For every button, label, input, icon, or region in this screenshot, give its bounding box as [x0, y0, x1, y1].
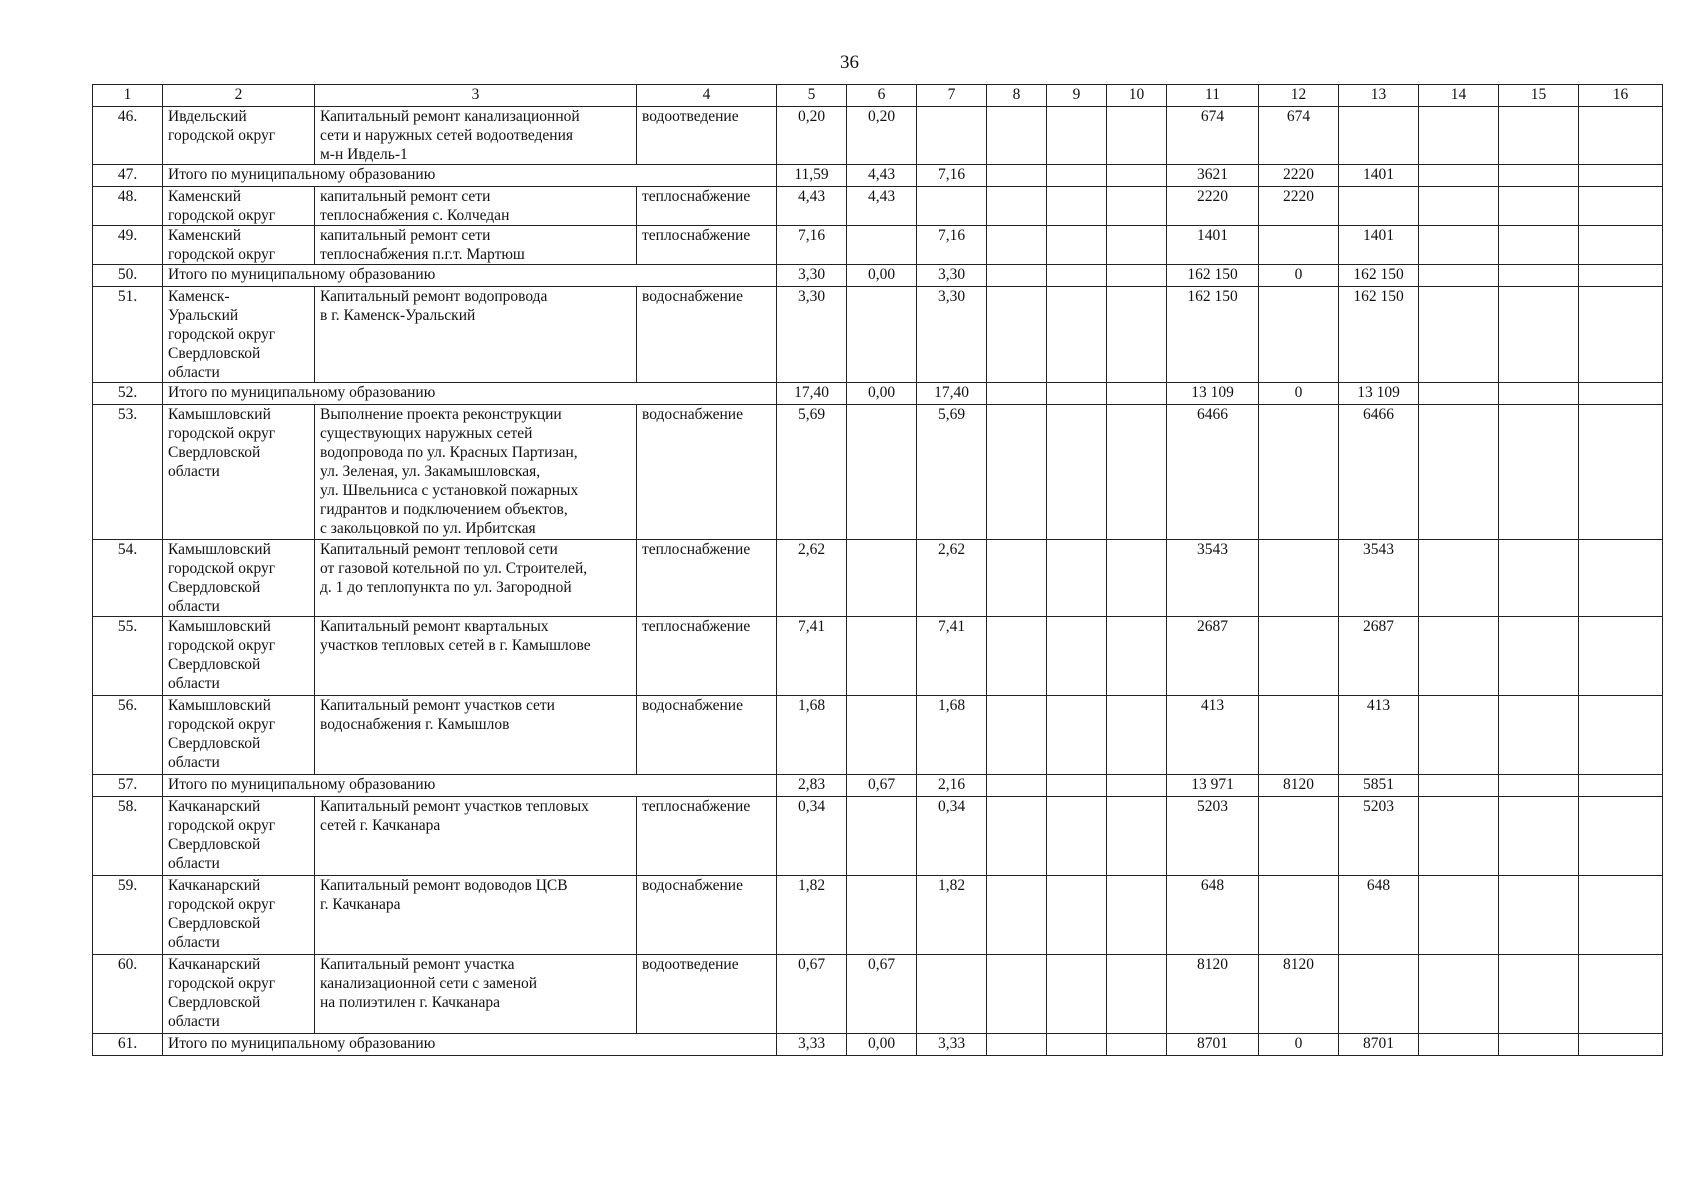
row-number-cell: 54. — [93, 540, 163, 617]
value-cell-col-6: 0,67 — [847, 955, 917, 1034]
municipality-cell: Каменский городской округ — [163, 187, 315, 226]
value-cell-col-9 — [1047, 287, 1107, 383]
value-cell-col-10 — [1107, 107, 1167, 165]
value-cell-col-7: 2,62 — [917, 540, 987, 617]
value-cell-col-10 — [1107, 265, 1167, 287]
value-cell-col-16 — [1579, 187, 1663, 226]
category-cell: водоотведение — [637, 107, 777, 165]
value-cell-col-6: 0,00 — [847, 383, 917, 405]
value-cell-col-5: 2,83 — [777, 775, 847, 797]
value-cell-col-16 — [1579, 617, 1663, 696]
value-cell-col-7: 5,69 — [917, 405, 987, 540]
value-cell-col-13: 13 109 — [1339, 383, 1419, 405]
value-cell-col-8 — [987, 797, 1047, 876]
value-cell-col-15 — [1499, 876, 1579, 955]
value-cell-col-7: 0,34 — [917, 797, 987, 876]
value-cell-col-14 — [1419, 165, 1499, 187]
value-cell-col-5: 0,20 — [777, 107, 847, 165]
value-cell-col-6: 0,00 — [847, 265, 917, 287]
value-cell-col-9 — [1047, 165, 1107, 187]
value-cell-col-6 — [847, 797, 917, 876]
row-number-cell: 46. — [93, 107, 163, 165]
value-cell-col-7: 1,82 — [917, 876, 987, 955]
value-cell-col-8 — [987, 1034, 1047, 1056]
value-cell-col-13: 1401 — [1339, 165, 1419, 187]
value-cell-col-14 — [1419, 383, 1499, 405]
value-cell-col-11: 13 109 — [1167, 383, 1259, 405]
value-cell-col-6: 0,00 — [847, 1034, 917, 1056]
work-description-cell: Капитальный ремонт участков тепловых сетей г. Качканара — [315, 797, 637, 876]
column-number-header: 13 — [1339, 85, 1419, 107]
row-number-cell: 50. — [93, 265, 163, 287]
value-cell-col-14 — [1419, 405, 1499, 540]
work-description-cell: Капитальный ремонт участков сети водоснабжения г. Камышлов — [315, 696, 637, 775]
table-row — [93, 797, 1663, 876]
value-cell-col-12 — [1259, 617, 1339, 696]
value-cell-col-8 — [987, 226, 1047, 265]
value-cell-col-12 — [1259, 287, 1339, 383]
value-cell-col-11: 162 150 — [1167, 265, 1259, 287]
value-cell-col-11: 3543 — [1167, 540, 1259, 617]
column-number-header: 11 — [1167, 85, 1259, 107]
row-number-cell: 61. — [93, 1034, 163, 1056]
value-cell-col-13 — [1339, 107, 1419, 165]
value-cell-col-13: 6466 — [1339, 405, 1419, 540]
value-cell-col-7 — [917, 107, 987, 165]
value-cell-col-16 — [1579, 405, 1663, 540]
value-cell-col-10 — [1107, 165, 1167, 187]
value-cell-col-8 — [987, 876, 1047, 955]
value-cell-col-5: 7,41 — [777, 617, 847, 696]
table-row — [93, 187, 1663, 226]
value-cell-col-15 — [1499, 405, 1579, 540]
total-label-cell: Итого по муниципальному образованию — [163, 775, 777, 797]
value-cell-col-12: 2220 — [1259, 165, 1339, 187]
value-cell-col-9 — [1047, 226, 1107, 265]
value-cell-col-10 — [1107, 405, 1167, 540]
value-cell-col-14 — [1419, 696, 1499, 775]
table-row — [93, 696, 1663, 775]
value-cell-col-5: 0,67 — [777, 955, 847, 1034]
table-row — [93, 540, 1663, 617]
value-cell-col-8 — [987, 617, 1047, 696]
column-number-header: 10 — [1107, 85, 1167, 107]
value-cell-col-12: 0 — [1259, 383, 1339, 405]
value-cell-col-12 — [1259, 696, 1339, 775]
municipality-cell: Качканарский городской округ Свердловской области — [163, 797, 315, 876]
value-cell-col-12: 8120 — [1259, 775, 1339, 797]
value-cell-col-10 — [1107, 775, 1167, 797]
value-cell-col-6: 0,20 — [847, 107, 917, 165]
value-cell-col-5: 2,62 — [777, 540, 847, 617]
value-cell-col-6 — [847, 876, 917, 955]
value-cell-col-16 — [1579, 107, 1663, 165]
value-cell-col-11: 674 — [1167, 107, 1259, 165]
value-cell-col-15 — [1499, 1034, 1579, 1056]
value-cell-col-7 — [917, 955, 987, 1034]
value-cell-col-6 — [847, 540, 917, 617]
category-cell: теплоснабжение — [637, 797, 777, 876]
value-cell-col-12 — [1259, 876, 1339, 955]
value-cell-col-12 — [1259, 405, 1339, 540]
value-cell-col-5: 3,30 — [777, 265, 847, 287]
column-number-header: 8 — [987, 85, 1047, 107]
value-cell-col-9 — [1047, 797, 1107, 876]
category-cell: теплоснабжение — [637, 540, 777, 617]
value-cell-col-16 — [1579, 955, 1663, 1034]
value-cell-col-12: 0 — [1259, 1034, 1339, 1056]
value-cell-col-5: 3,30 — [777, 287, 847, 383]
value-cell-col-15 — [1499, 287, 1579, 383]
value-cell-col-6: 4,43 — [847, 187, 917, 226]
value-cell-col-12: 674 — [1259, 107, 1339, 165]
value-cell-col-6: 0,67 — [847, 775, 917, 797]
value-cell-col-8 — [987, 265, 1047, 287]
value-cell-col-13: 162 150 — [1339, 265, 1419, 287]
category-cell: теплоснабжение — [637, 226, 777, 265]
table-row — [93, 617, 1663, 696]
column-number-header: 9 — [1047, 85, 1107, 107]
value-cell-col-13: 8701 — [1339, 1034, 1419, 1056]
value-cell-col-14 — [1419, 540, 1499, 617]
value-cell-col-10 — [1107, 955, 1167, 1034]
municipality-cell: Камышловский городской округ Свердловской области — [163, 405, 315, 540]
total-label-cell: Итого по муниципальному образованию — [163, 265, 777, 287]
value-cell-col-16 — [1579, 876, 1663, 955]
work-description-cell: Капитальный ремонт квартальных участков тепловых сетей в г. Камышлове — [315, 617, 637, 696]
column-number-header: 16 — [1579, 85, 1663, 107]
value-cell-col-10 — [1107, 1034, 1167, 1056]
value-cell-col-9 — [1047, 617, 1107, 696]
value-cell-col-7: 3,30 — [917, 265, 987, 287]
work-description-cell: Капитальный ремонт участка канализационной сети с заменой на полиэтилен г. Качканара — [315, 955, 637, 1034]
value-cell-col-5: 11,59 — [777, 165, 847, 187]
value-cell-col-12: 0 — [1259, 265, 1339, 287]
row-number-cell: 57. — [93, 775, 163, 797]
value-cell-col-14 — [1419, 265, 1499, 287]
value-cell-col-6: 4,43 — [847, 165, 917, 187]
value-cell-col-16 — [1579, 696, 1663, 775]
column-number-header: 6 — [847, 85, 917, 107]
value-cell-col-8 — [987, 955, 1047, 1034]
category-cell: теплоснабжение — [637, 617, 777, 696]
value-cell-col-8 — [987, 775, 1047, 797]
work-description-cell: Выполнение проекта реконструкции существующих наружных сетей водопровода по ул. Красных Партизан, ул. Зеленая, ул. Закамышловская, ул. Швельниса с установкой пожарных гидрантов и подключением объектов, с закольцовкой по ул. Ирбитская — [315, 405, 637, 540]
value-cell-col-13: 3543 — [1339, 540, 1419, 617]
municipality-cell: Ивдельский городской округ — [163, 107, 315, 165]
value-cell-col-11: 648 — [1167, 876, 1259, 955]
value-cell-col-9 — [1047, 876, 1107, 955]
value-cell-col-11: 8701 — [1167, 1034, 1259, 1056]
value-cell-col-13: 1401 — [1339, 226, 1419, 265]
value-cell-col-14 — [1419, 226, 1499, 265]
value-cell-col-13: 2687 — [1339, 617, 1419, 696]
value-cell-col-11: 162 150 — [1167, 287, 1259, 383]
value-cell-col-5: 5,69 — [777, 405, 847, 540]
row-number-cell: 47. — [93, 165, 163, 187]
value-cell-col-8 — [987, 165, 1047, 187]
municipality-cell: Камышловский городской округ Свердловской области — [163, 540, 315, 617]
work-description-cell: Капитальный ремонт водоводов ЦСВ г. Качканара — [315, 876, 637, 955]
value-cell-col-8 — [987, 405, 1047, 540]
value-cell-col-15 — [1499, 187, 1579, 226]
category-cell: водоснабжение — [637, 876, 777, 955]
value-cell-col-16 — [1579, 1034, 1663, 1056]
value-cell-col-14 — [1419, 107, 1499, 165]
value-cell-col-16 — [1579, 775, 1663, 797]
value-cell-col-13: 5203 — [1339, 797, 1419, 876]
row-number-cell: 58. — [93, 797, 163, 876]
value-cell-col-12 — [1259, 226, 1339, 265]
value-cell-col-7: 2,16 — [917, 775, 987, 797]
category-cell: теплоснабжение — [637, 187, 777, 226]
column-number-header: 5 — [777, 85, 847, 107]
total-row — [93, 165, 1663, 187]
value-cell-col-15 — [1499, 797, 1579, 876]
value-cell-col-14 — [1419, 955, 1499, 1034]
value-cell-col-10 — [1107, 797, 1167, 876]
value-cell-col-15 — [1499, 617, 1579, 696]
value-cell-col-15 — [1499, 165, 1579, 187]
total-row — [93, 1034, 1663, 1056]
value-cell-col-5: 1,82 — [777, 876, 847, 955]
municipality-cell: Камышловский городской округ Свердловской области — [163, 696, 315, 775]
row-number-cell: 53. — [93, 405, 163, 540]
column-number-header: 7 — [917, 85, 987, 107]
column-number-header: 15 — [1499, 85, 1579, 107]
value-cell-col-10 — [1107, 187, 1167, 226]
value-cell-col-6 — [847, 287, 917, 383]
work-description-cell: Капитальный ремонт тепловой сети от газовой котельной по ул. Строителей, д. 1 до теплопункта по ул. Загородной — [315, 540, 637, 617]
value-cell-col-7: 7,16 — [917, 165, 987, 187]
value-cell-col-14 — [1419, 775, 1499, 797]
municipality-cell: Качканарский городской округ Свердловской области — [163, 876, 315, 955]
value-cell-col-15 — [1499, 540, 1579, 617]
value-cell-col-7: 1,68 — [917, 696, 987, 775]
value-cell-col-12: 8120 — [1259, 955, 1339, 1034]
value-cell-col-7: 17,40 — [917, 383, 987, 405]
value-cell-col-11: 413 — [1167, 696, 1259, 775]
value-cell-col-14 — [1419, 797, 1499, 876]
value-cell-col-5: 1,68 — [777, 696, 847, 775]
work-description-cell: Капитальный ремонт канализационной сети и наружных сетей водоотведения м-н Ивдель-1 — [315, 107, 637, 165]
value-cell-col-13 — [1339, 187, 1419, 226]
page-number: 36 — [840, 52, 859, 73]
value-cell-col-16 — [1579, 383, 1663, 405]
value-cell-col-14 — [1419, 876, 1499, 955]
value-cell-col-6 — [847, 405, 917, 540]
category-cell: водоснабжение — [637, 696, 777, 775]
total-row — [93, 383, 1663, 405]
value-cell-col-16 — [1579, 226, 1663, 265]
value-cell-col-15 — [1499, 226, 1579, 265]
program-table — [92, 84, 1663, 1056]
value-cell-col-11: 2220 — [1167, 187, 1259, 226]
value-cell-col-13: 648 — [1339, 876, 1419, 955]
value-cell-col-10 — [1107, 617, 1167, 696]
value-cell-col-8 — [987, 383, 1047, 405]
table-row — [93, 226, 1663, 265]
value-cell-col-15 — [1499, 696, 1579, 775]
municipality-cell: Качканарский городской округ Свердловской области — [163, 955, 315, 1034]
value-cell-col-9 — [1047, 405, 1107, 540]
value-cell-col-8 — [987, 696, 1047, 775]
value-cell-col-7: 7,41 — [917, 617, 987, 696]
value-cell-col-8 — [987, 287, 1047, 383]
category-cell: водоотведение — [637, 955, 777, 1034]
total-label-cell: Итого по муниципальному образованию — [163, 383, 777, 405]
value-cell-col-16 — [1579, 797, 1663, 876]
value-cell-col-7 — [917, 187, 987, 226]
total-label-cell: Итого по муниципальному образованию — [163, 1034, 777, 1056]
value-cell-col-10 — [1107, 696, 1167, 775]
table-row — [93, 107, 1663, 165]
value-cell-col-5: 7,16 — [777, 226, 847, 265]
value-cell-col-14 — [1419, 617, 1499, 696]
value-cell-col-10 — [1107, 876, 1167, 955]
value-cell-col-13: 162 150 — [1339, 287, 1419, 383]
municipality-cell: Камышловский городской округ Свердловской области — [163, 617, 315, 696]
value-cell-col-7: 3,30 — [917, 287, 987, 383]
value-cell-col-5: 3,33 — [777, 1034, 847, 1056]
value-cell-col-11: 13 971 — [1167, 775, 1259, 797]
value-cell-col-15 — [1499, 775, 1579, 797]
table-row — [93, 405, 1663, 540]
value-cell-col-5: 4,43 — [777, 187, 847, 226]
row-number-cell: 52. — [93, 383, 163, 405]
value-cell-col-16 — [1579, 540, 1663, 617]
table-row — [93, 876, 1663, 955]
value-cell-col-14 — [1419, 287, 1499, 383]
value-cell-col-10 — [1107, 287, 1167, 383]
column-number-header: 12 — [1259, 85, 1339, 107]
value-cell-col-9 — [1047, 775, 1107, 797]
row-number-cell: 49. — [93, 226, 163, 265]
value-cell-col-15 — [1499, 107, 1579, 165]
row-number-cell: 60. — [93, 955, 163, 1034]
total-label-cell: Итого по муниципальному образованию — [163, 165, 777, 187]
value-cell-col-11: 3621 — [1167, 165, 1259, 187]
work-description-cell: капитальный ремонт сети теплоснабжения с. Колчедан — [315, 187, 637, 226]
category-cell: водоснабжение — [637, 287, 777, 383]
column-number-header: 1 — [93, 85, 163, 107]
value-cell-col-15 — [1499, 265, 1579, 287]
value-cell-col-13: 5851 — [1339, 775, 1419, 797]
value-cell-col-6 — [847, 696, 917, 775]
column-number-header: 14 — [1419, 85, 1499, 107]
value-cell-col-9 — [1047, 187, 1107, 226]
value-cell-col-10 — [1107, 226, 1167, 265]
column-number-header: 3 — [315, 85, 637, 107]
value-cell-col-9 — [1047, 107, 1107, 165]
value-cell-col-8 — [987, 187, 1047, 226]
row-number-cell: 59. — [93, 876, 163, 955]
value-cell-col-16 — [1579, 287, 1663, 383]
value-cell-col-9 — [1047, 540, 1107, 617]
value-cell-col-7: 3,33 — [917, 1034, 987, 1056]
value-cell-col-5: 17,40 — [777, 383, 847, 405]
value-cell-col-8 — [987, 540, 1047, 617]
value-cell-col-10 — [1107, 540, 1167, 617]
value-cell-col-11: 1401 — [1167, 226, 1259, 265]
value-cell-col-14 — [1419, 187, 1499, 226]
work-description-cell: Капитальный ремонт водопровода в г. Каменск-Уральский — [315, 287, 637, 383]
value-cell-col-16 — [1579, 165, 1663, 187]
row-number-cell: 48. — [93, 187, 163, 226]
value-cell-col-12 — [1259, 540, 1339, 617]
value-cell-col-15 — [1499, 383, 1579, 405]
value-cell-col-11: 2687 — [1167, 617, 1259, 696]
value-cell-col-16 — [1579, 265, 1663, 287]
value-cell-col-9 — [1047, 383, 1107, 405]
value-cell-col-6 — [847, 226, 917, 265]
table-row — [93, 955, 1663, 1034]
value-cell-col-12: 2220 — [1259, 187, 1339, 226]
category-cell: водоснабжение — [637, 405, 777, 540]
municipality-cell: Каменск- Уральский городской округ Свердловской области — [163, 287, 315, 383]
value-cell-col-11: 5203 — [1167, 797, 1259, 876]
total-row — [93, 265, 1663, 287]
value-cell-col-11: 6466 — [1167, 405, 1259, 540]
value-cell-col-13: 413 — [1339, 696, 1419, 775]
work-description-cell: капитальный ремонт сети теплоснабжения п.г.т. Мартюш — [315, 226, 637, 265]
municipality-cell: Каменский городской округ — [163, 226, 315, 265]
value-cell-col-8 — [987, 107, 1047, 165]
value-cell-col-7: 7,16 — [917, 226, 987, 265]
column-number-header: 2 — [163, 85, 315, 107]
value-cell-col-6 — [847, 617, 917, 696]
table-row — [93, 287, 1663, 383]
row-number-cell: 55. — [93, 617, 163, 696]
value-cell-col-11: 8120 — [1167, 955, 1259, 1034]
value-cell-col-14 — [1419, 1034, 1499, 1056]
row-number-cell: 51. — [93, 287, 163, 383]
value-cell-col-15 — [1499, 955, 1579, 1034]
value-cell-col-9 — [1047, 955, 1107, 1034]
value-cell-col-9 — [1047, 696, 1107, 775]
value-cell-col-9 — [1047, 265, 1107, 287]
row-number-cell: 56. — [93, 696, 163, 775]
value-cell-col-5: 0,34 — [777, 797, 847, 876]
value-cell-col-10 — [1107, 383, 1167, 405]
value-cell-col-12 — [1259, 797, 1339, 876]
column-number-header: 4 — [637, 85, 777, 107]
value-cell-col-13 — [1339, 955, 1419, 1034]
value-cell-col-9 — [1047, 1034, 1107, 1056]
total-row — [93, 775, 1663, 797]
column-number-row — [93, 85, 1663, 107]
